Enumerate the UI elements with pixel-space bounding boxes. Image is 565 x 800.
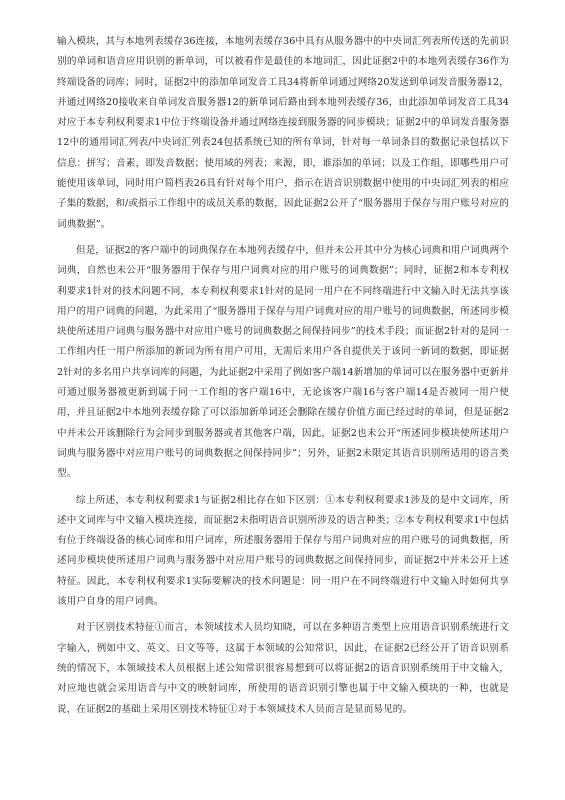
paragraph-4: 对于区别技术特征①而言，本领域技术人员均知晓，可以在多种语言类型上应用语音识别系统进行文字输入，例如中文、英文、日文等等，这属于本领域的公知常识，因此，在证据2已经公开了语音识别系统的情况下，本领域技术人员根据上述公知常识很容易想到可以将证据2的语音识别系统用于中文输入，对应地也就会采用语音与中文的映射词库，所使用的语音识别引擎也属于中文输入模块的一种，也就是说，在证据2的基础上采用区别技术特征①对于本领域技术人员而言是显而易见的。: [57, 622, 509, 715]
paragraph-3: 综上所述，本专利权利要求1与证据2相比存在如下区别：①本专利权利要求1涉及的是中文词库，所述中文词库与中文输入模块连接，而证据2未指明语音识别所涉及的语言种类；②本专利权利要求1中包括有位于终端设备的核心词库和用户词库，所述服务器用于保存与用户词典对应的用户账号的词典数据，所述同步模块使所述用户词典与服务器中对应用户账号的词典数据之间保持同步，而证据2中并未公开上述特征。因此，本专利权利要求1实际要解决的技术问题是：同一用户在不同终端进行中文输入时如何共享该用户自身的用户词典。: [57, 494, 509, 608]
paragraph-1: 输入模块，其与本地列表缓存36连接，本地列表缓存36中具有从服务器中的中央词汇列表所传送的先前识别的单词和语音应用识别的新单词，可以被看作是最佳的本地词汇，因此证据2中的本地列表缓存36作为终端设备的词库；同时，证据2中的添加单词发音工具34将新单词通过网络20发送到单词发音服务器12，并通过网络20接收来自单词发音服务器12的新单词后路由到本地列表缓存36，由此添加单词发音工具34对应于本专利权利要求1中位于终端设备并通过网络连接到服务器的同步模块；证据2中的单词发音服务器12中的通用词汇列表/中央词汇列表24包括系统已知的所有单词，针对每一单词条目的数据记录包括以下信息：拼写；音素，即发音数据；使用域的列表；来源，即，谁添加的单词；以及工作组，即哪些用户可能使用该单词，同时用户简档表26具有针对每个用户，指示在语音识别数据中使用的中央词汇列表的相应子集的数据，和/或指示工作组中的成员关系的数据，因此证据2公开了“服务器用于保存与用户账号对应的词典数据”。: [57, 36, 509, 230]
document-body: [57, 32, 509, 726]
paragraph-2: 但是，证据2的客户端中的词典保存在本地列表缓存中，但并未公开其中分为核心词典和用户词典两个词典，自然也未公开“服务器用于保存与用户词典对应的用户账号的词典数据”；同时，证据2和本专利权利要求1针对的技术问题不同，本专利权利要求1针对的是同一用户在不同终端进行中文输入时无法共享该用户的用户词典的问题，为此采用了“服务器用于保存与用户词典对应的用户账号的词典数据，所述同步模块使所述用户词典与服务器中对应用户账号的词典数据之间保持同步”的技术手段；而证据2针对的是同一工作组内任一用户所添加的新词为所有用户可用，无需后来用户各自提供关于该同一新词的数据，即证据2针对的多名用户共享词库的问题，为此证据2中采用了例如客户端14新增加的单词可以在服务器中更新并可通过服务器被更新到属于同一工作组的客户端16中，无论该客户端16与客户端14是否被同一用户使用，并且证据2中本地列表缓存除了可以添加新单词还会删除在缓存价值方面已经过时的单词，但是证据2中并未公开该删除行为会同步到服务器或者其他客户端，因此，证据2也未公开“所述同步模块使所述用户词典与服务器中对应用户账号的词典数据之间保持同步”；另外，证据2未限定其语音识别所适用的语言类型。: [57, 244, 509, 480]
